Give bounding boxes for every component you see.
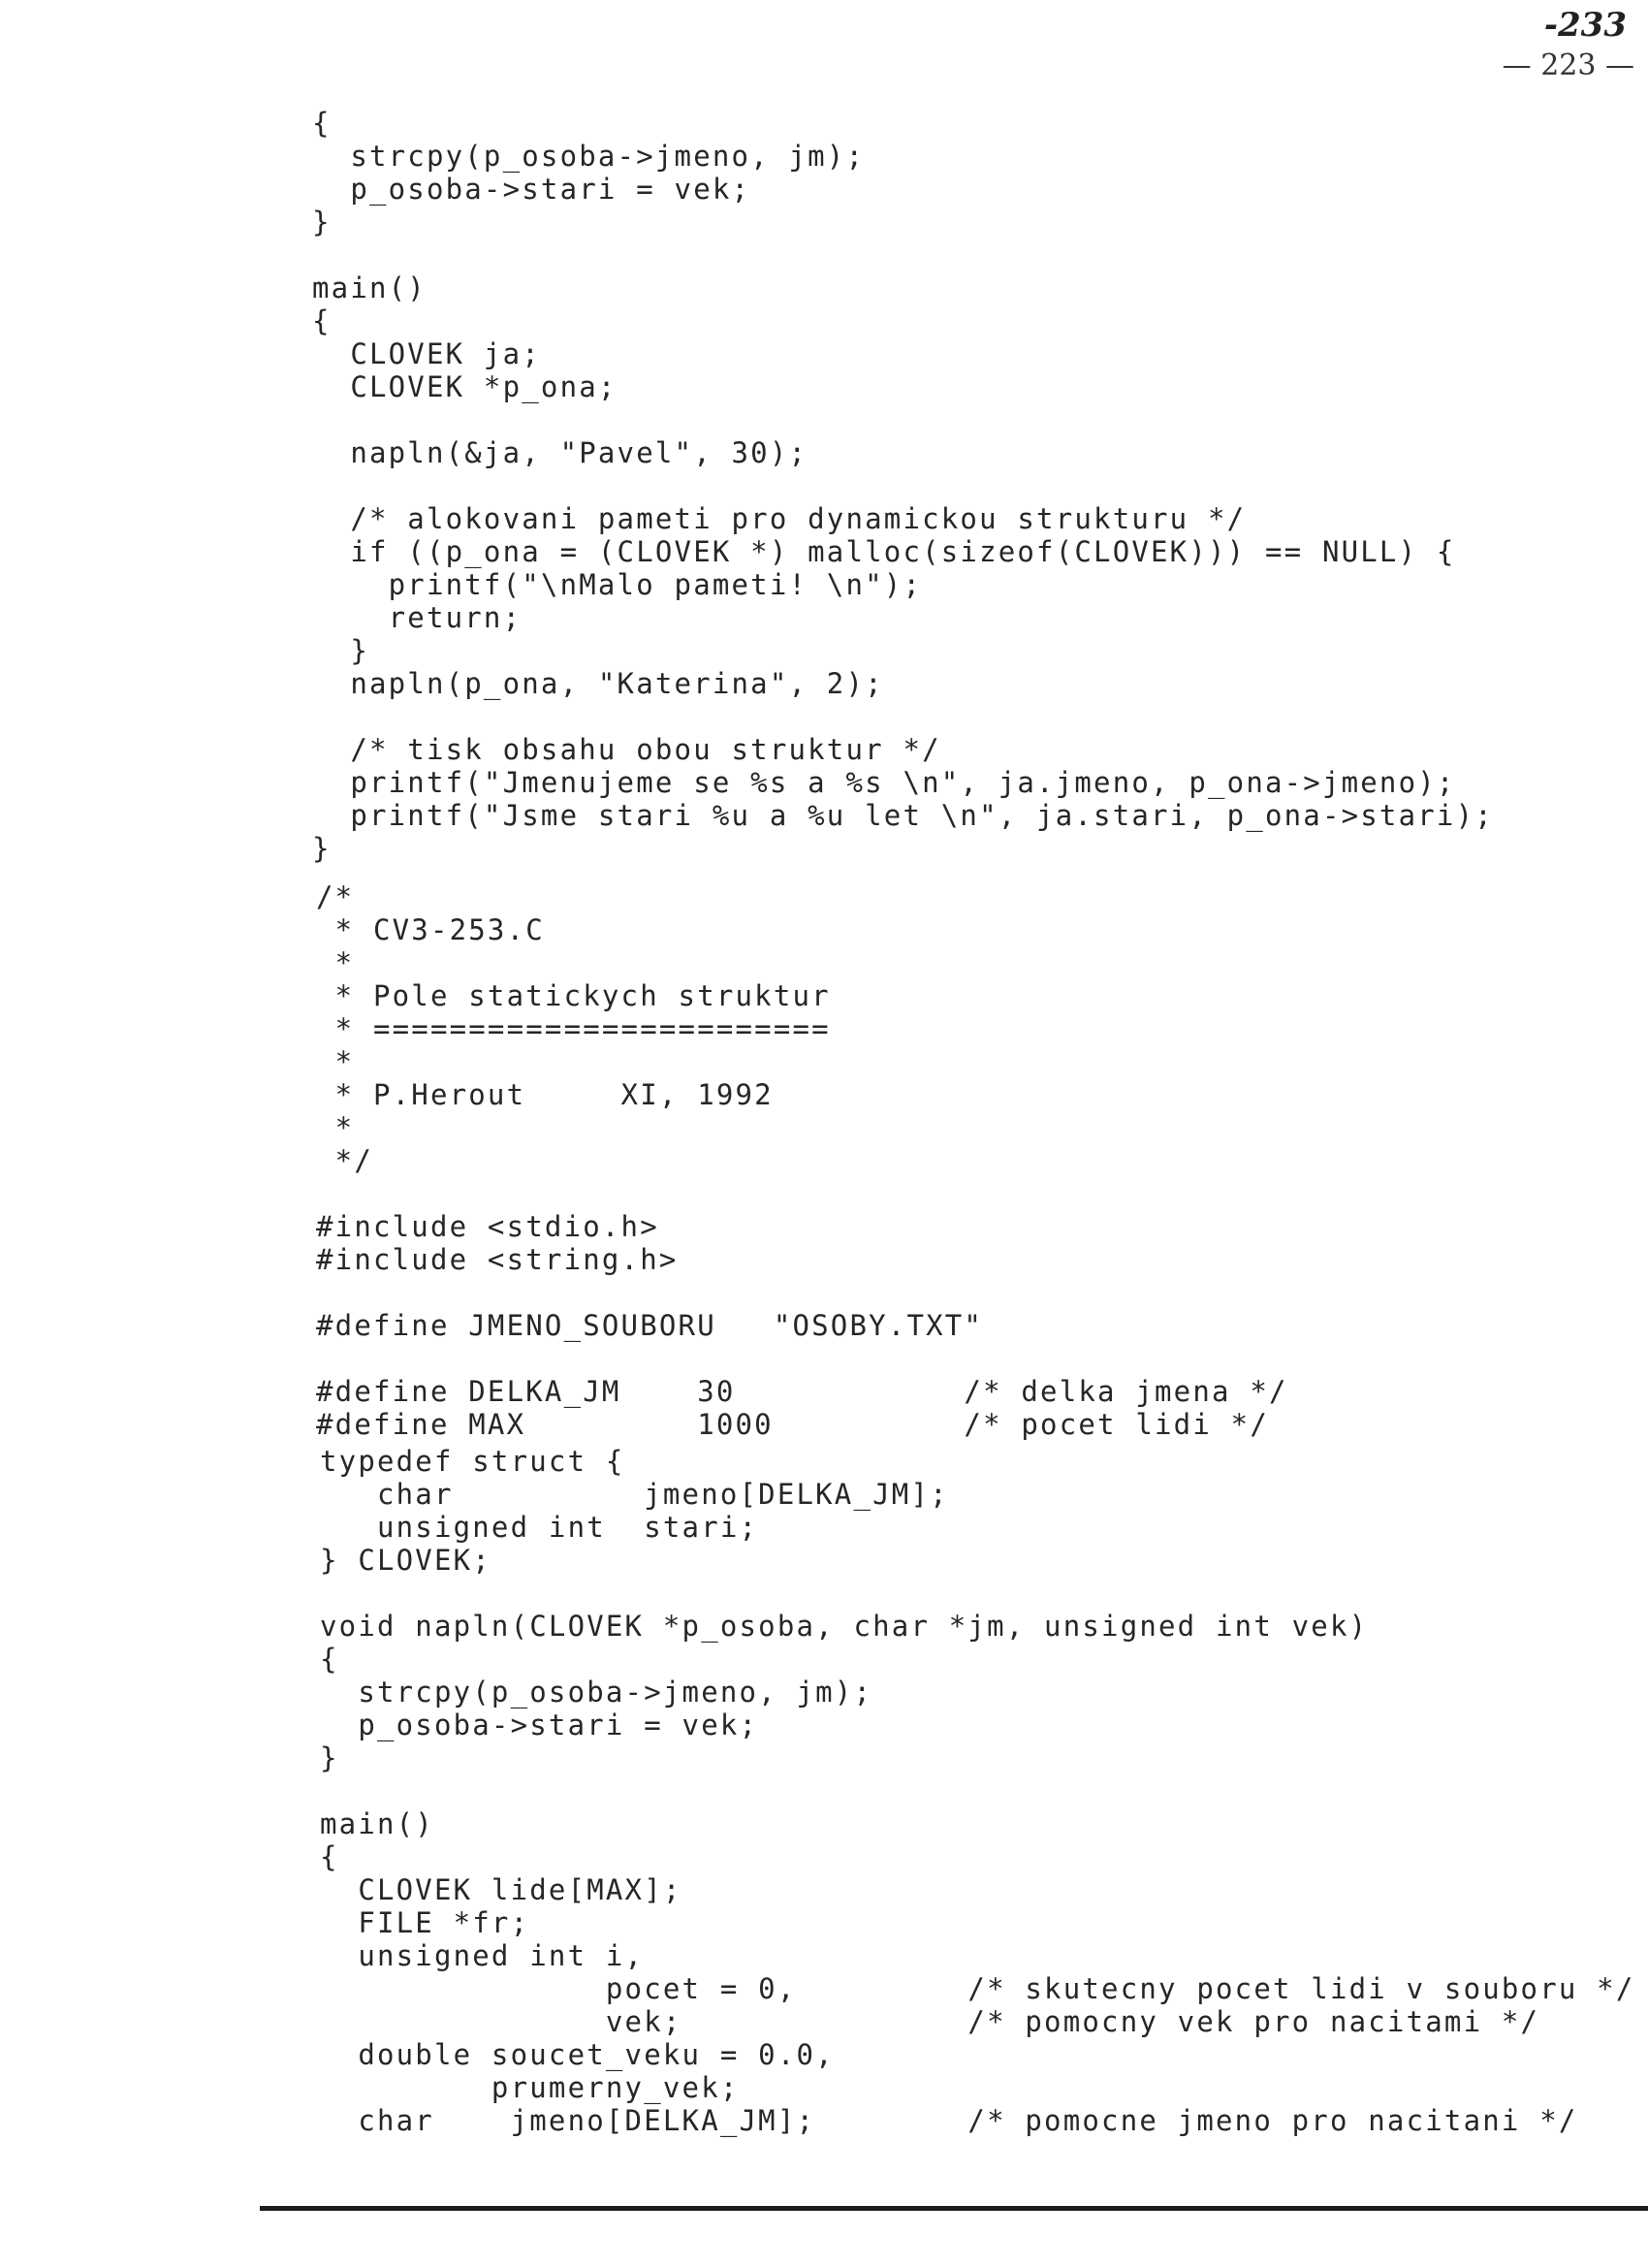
- code-line: *: [316, 1045, 355, 1078]
- bottom-rule: [260, 2206, 1648, 2211]
- code-line: double soucet_veku = 0.0,: [320, 2038, 835, 2071]
- code-line: CLOVEK *p_ona;: [312, 370, 618, 403]
- code-line: napln(p_ona, "Katerina", 2);: [312, 667, 884, 700]
- code-line: [316, 1276, 1288, 1309]
- code-line: }: [312, 832, 332, 865]
- code-line: /*: [316, 880, 355, 913]
- code-listing-second: [320, 1445, 1635, 2137]
- code-line: [320, 1577, 1635, 1610]
- code-line: printf("\nMalo pameti! \n");: [312, 568, 923, 601]
- code-line: */: [316, 1144, 373, 1177]
- code-line: #define JMENO_SOUBORU "OSOBY.TXT": [316, 1309, 984, 1342]
- code-line: * ========================: [316, 1012, 831, 1045]
- code-line: *: [316, 1111, 355, 1144]
- code-line: }: [312, 206, 332, 239]
- code-line: vek; /* pomocny vek pro nacitami */: [320, 2005, 1540, 2038]
- code-line: /* tisk obsahu obou struktur */: [312, 733, 941, 766]
- code-line: main(): [312, 272, 427, 304]
- code-line: }: [320, 1741, 339, 1774]
- code-line: #define MAX 1000 /* pocet lidi */: [316, 1408, 1269, 1441]
- code-line: [320, 1774, 1635, 1807]
- code-listing-first: [312, 107, 1494, 865]
- code-line: *: [316, 946, 355, 979]
- code-line: main(): [320, 1807, 434, 1840]
- code-line: prumerny_vek;: [320, 2071, 740, 2104]
- code-line: #include <string.h>: [316, 1243, 679, 1276]
- code-line: {: [312, 304, 332, 337]
- code-line: [316, 1342, 1288, 1375]
- code-line: [316, 1177, 1288, 1210]
- code-line: printf("Jmenujeme se %s a %s \n", ja.jmeno, p_ona->jmeno);: [312, 766, 1456, 799]
- code-line: char jmeno[DELKA_JM]; /* pomocne jmeno pro nacitani */: [320, 2104, 1578, 2137]
- code-line: unsigned int i,: [320, 1939, 645, 1972]
- code-line: }: [312, 634, 369, 667]
- code-line: #define DELKA_JM 30 /* delka jmena */: [316, 1375, 1288, 1408]
- code-line: strcpy(p_osoba->jmeno, jm);: [320, 1676, 873, 1709]
- code-line: CLOVEK lide[MAX];: [320, 1873, 682, 1906]
- code-line: printf("Jsme stari %u a %u let \n", ja.stari, p_ona->stari);: [312, 799, 1494, 832]
- code-line: #include <stdio.h>: [316, 1210, 659, 1243]
- printed-page-number: — 223 —: [1502, 48, 1634, 82]
- code-line: napln(&ja, "Pavel", 30);: [312, 436, 808, 469]
- code-line: {: [312, 107, 332, 140]
- code-line: [312, 469, 1494, 502]
- handwritten-page-number: -233: [1543, 6, 1627, 45]
- code-line: {: [320, 1643, 339, 1676]
- code-line: CLOVEK ja;: [312, 337, 541, 370]
- code-line: [312, 700, 1494, 733]
- code-line: [312, 403, 1494, 436]
- code-line: /* alokovani pameti pro dynamickou strukturu */: [312, 502, 1247, 535]
- code-line: return;: [312, 601, 523, 634]
- code-line: * P.Herout XI, 1992: [316, 1078, 774, 1111]
- code-line: void napln(CLOVEK *p_osoba, char *jm, unsigned int vek): [320, 1610, 1369, 1643]
- code-line: typedef struct {: [320, 1445, 625, 1478]
- code-line: } CLOVEK;: [320, 1544, 491, 1577]
- code-line: FILE *fr;: [320, 1906, 530, 1939]
- code-listing-header: [316, 880, 1288, 1441]
- code-line: [312, 239, 1494, 272]
- code-line: unsigned int stari;: [320, 1511, 759, 1544]
- code-line: {: [320, 1840, 339, 1873]
- code-line: * CV3-253.C: [316, 913, 545, 946]
- code-line: pocet = 0, /* skutecny pocet lidi v souboru */: [320, 1972, 1635, 2005]
- code-line: p_osoba->stari = vek;: [320, 1709, 759, 1741]
- code-line: * Pole statickych struktur: [316, 979, 831, 1012]
- code-line: char jmeno[DELKA_JM];: [320, 1478, 949, 1511]
- code-line: if ((p_ona = (CLOVEK *) malloc(sizeof(CLOVEK))) == NULL) {: [312, 535, 1456, 568]
- code-line: p_osoba->stari = vek;: [312, 173, 751, 206]
- code-line: strcpy(p_osoba->jmeno, jm);: [312, 140, 866, 173]
